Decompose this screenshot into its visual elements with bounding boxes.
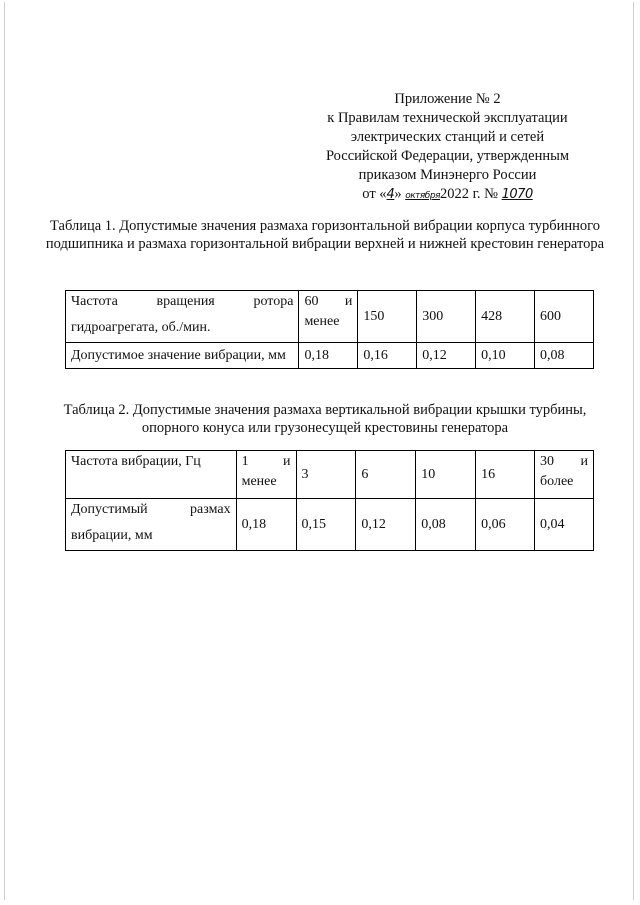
table-row [66, 343, 594, 369]
table1-header-label [66, 291, 299, 343]
row-label-line2: вибрации, мм [71, 528, 153, 543]
table-cell: 0,18 [299, 343, 358, 369]
table-row [66, 291, 594, 343]
table-cell: 0,04 [535, 499, 594, 551]
appendix-line: приказом Минэнерго России [358, 167, 537, 183]
appendix-header [300, 90, 595, 206]
table-cell: 6 [356, 451, 416, 499]
table2-caption: Таблица 2. Допустимые значения размаха вертикальной вибрации крышки турбины, опорного конуса или грузонесущей крестовины генератора [63, 402, 587, 436]
table2-header-label: Частота вибрации, Гц [66, 451, 237, 499]
table2 [65, 450, 594, 551]
table-cell: 10 [416, 451, 476, 499]
table-cell: 0,10 [476, 343, 535, 369]
row-label-line1: Допустимый размах [71, 502, 231, 517]
table1-caption: Таблица 1. Допустимые значения размаха горизонтальной вибрации корпуса турбинного подшипника и размаха горизонтальной вибрации верхней и нижней крестовин генератора [45, 218, 605, 252]
table-cell: 1 и менее [236, 451, 296, 499]
table-cell: 150 [358, 291, 417, 343]
table-cell: 30 и более [535, 451, 594, 499]
table-cell: 0,08 [416, 499, 476, 551]
table-cell: 16 [476, 451, 535, 499]
day-suffix: » [394, 186, 402, 202]
table1-row-label: Допустимое значение вибрации, мм [66, 343, 299, 369]
approval-date-line [300, 185, 595, 206]
table-cell: 60 и менее [299, 291, 358, 343]
table-cell: 600 [535, 291, 594, 343]
header-label-line1: Частота вращения ротора [71, 294, 294, 309]
table-cell: 0,08 [535, 343, 594, 369]
table-row [66, 451, 594, 499]
appendix-line: Российской Федерации, утвержденным [325, 148, 570, 164]
table-cell: 0,12 [356, 499, 416, 551]
handwritten-day: 4 [386, 187, 395, 202]
from-prefix: от « [362, 186, 387, 202]
appendix-line: электрических станций и сетей [350, 129, 545, 145]
year-text: 2022 г. № [439, 186, 499, 202]
table-cell: 0,16 [358, 343, 417, 369]
table-cell: 0,06 [476, 499, 535, 551]
table-row [66, 499, 594, 551]
table-cell: 0,18 [236, 499, 296, 551]
table-cell: 0,12 [417, 343, 476, 369]
appendix-line: к Правилам технической эксплуатации [327, 110, 568, 126]
header-label-line2: гидроагрегата, об./мин. [71, 320, 211, 335]
appendix-title: Приложение № 2 [394, 91, 501, 107]
table2-row-label [66, 499, 237, 551]
table1 [65, 290, 594, 369]
table-cell: 0,15 [296, 499, 356, 551]
handwritten-order-number: 1070 [501, 187, 533, 202]
handwritten-month: октября [405, 191, 440, 201]
table-cell: 428 [476, 291, 535, 343]
table-cell: 300 [417, 291, 476, 343]
table-cell: 3 [296, 451, 356, 499]
